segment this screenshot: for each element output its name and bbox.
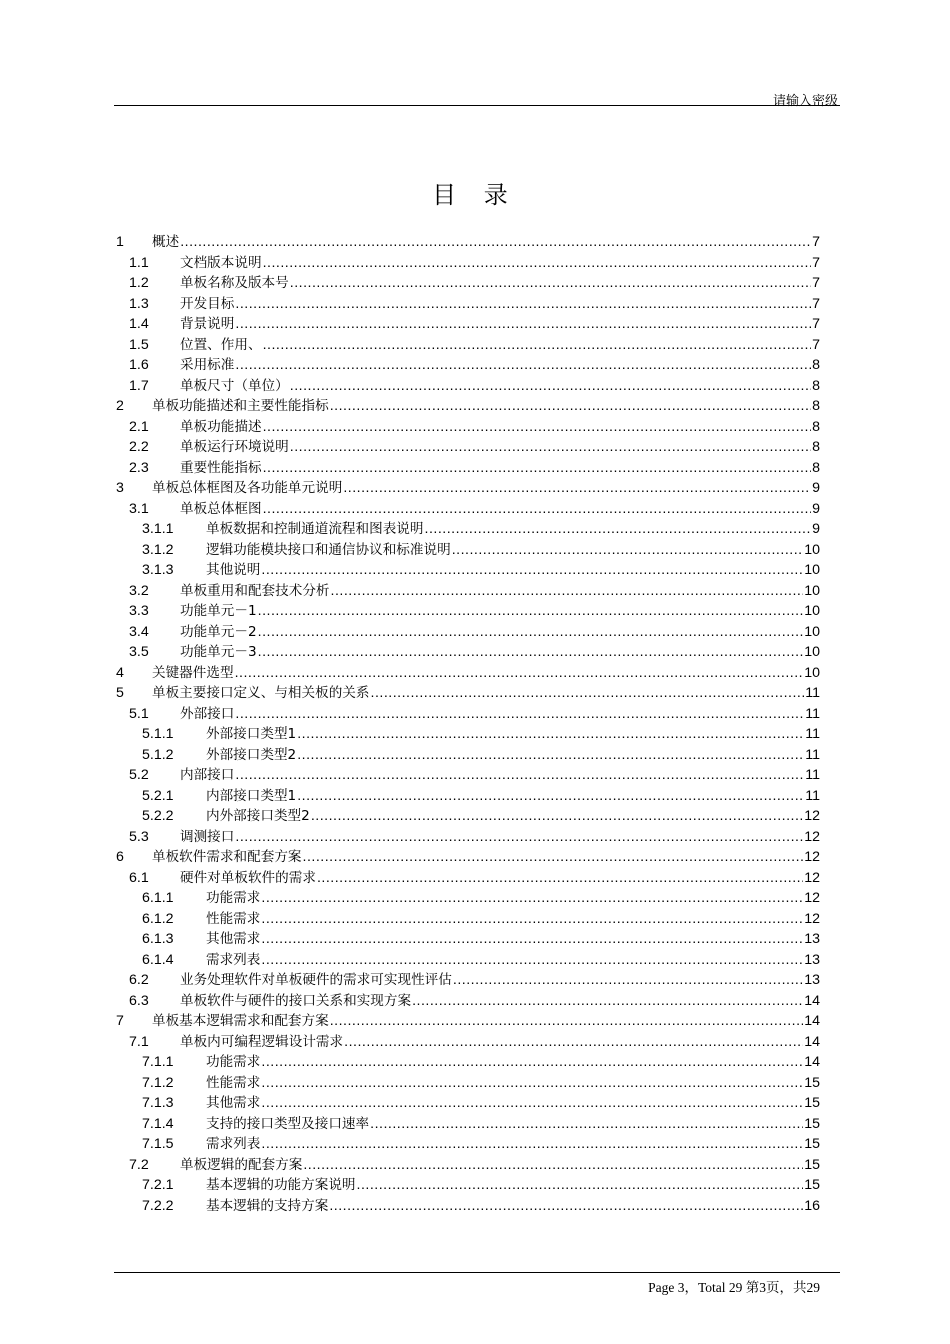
- toc-entry-title: 单板功能描述和主要性能指标: [152, 398, 329, 414]
- toc-entry-page: 15: [804, 1177, 820, 1193]
- toc-entry-page: 12: [804, 910, 820, 927]
- toc-entry[interactable]: [114, 540, 820, 561]
- toc-dot-leader: [235, 355, 811, 376]
- toc-dot-leader: [330, 1011, 804, 1032]
- toc-entry-title: 性能需求: [206, 1074, 261, 1091]
- toc-entry[interactable]: [114, 314, 820, 335]
- toc-entry-number: 1.7: [129, 377, 149, 394]
- toc-entry-title: 单板尺寸（单位）: [180, 377, 289, 394]
- toc-entry-number: 6.1.1: [142, 890, 174, 906]
- toc-entry[interactable]: [114, 806, 820, 827]
- toc-entry-title: 其他需求: [206, 931, 261, 947]
- toc-entry-page: 7: [812, 316, 820, 332]
- toc-entry-page: 10: [804, 582, 820, 599]
- toc-entry[interactable]: [114, 663, 820, 684]
- toc-entry-page: 9: [812, 480, 820, 496]
- toc-entry-title: 支持的接口类型及接口速率: [206, 1115, 370, 1132]
- toc-dot-leader: [263, 417, 812, 438]
- toc-entry-page: 10: [804, 644, 820, 660]
- toc-entry[interactable]: [114, 745, 820, 766]
- toc-entry-number: 2.3: [129, 459, 149, 476]
- table-of-contents: [114, 232, 820, 1216]
- toc-dot-leader: [258, 601, 804, 622]
- toc-entry-page: 8: [812, 398, 820, 414]
- toc-entry[interactable]: [114, 1052, 820, 1073]
- header-security-level: 请输入密级: [772, 94, 838, 109]
- toc-dot-leader: [180, 232, 811, 253]
- toc-entry[interactable]: [114, 868, 820, 889]
- toc-dot-leader: [371, 683, 805, 704]
- toc-dot-leader: [412, 991, 803, 1012]
- toc-entry-page: 8: [812, 357, 820, 373]
- toc-dot-leader: [235, 827, 803, 848]
- toc-entry-title: 单板总体框图及各功能单元说明: [152, 480, 343, 496]
- toc-dot-leader: [311, 806, 803, 827]
- toc-entry-page: 11: [805, 746, 820, 763]
- footer-page-info: Page 3，Total 29 第3页，共29: [648, 1280, 820, 1295]
- toc-entry-page: 11: [805, 685, 820, 701]
- toc-entry-page: 13: [804, 972, 820, 988]
- toc-entry-title: 单板功能描述: [180, 418, 262, 435]
- toc-entry[interactable]: [114, 376, 820, 397]
- header-divider: [114, 105, 840, 106]
- toc-entry[interactable]: [114, 622, 820, 643]
- toc-entry-title: 单板重用和配套技术分析: [180, 582, 330, 599]
- toc-entry-page: 15: [804, 1156, 820, 1173]
- toc-entry-title: 背景说明: [180, 316, 235, 332]
- toc-entry[interactable]: [114, 970, 820, 991]
- toc-entry-page: 8: [812, 439, 820, 455]
- toc-entry-number: 5: [116, 685, 124, 701]
- toc-entry-page: 11: [805, 767, 820, 783]
- toc-entry-page: 16: [804, 1197, 820, 1214]
- toc-dot-leader: [261, 1052, 803, 1073]
- toc-entry[interactable]: [114, 253, 820, 274]
- toc-dot-leader: [261, 950, 803, 971]
- toc-dot-leader: [297, 724, 804, 745]
- toc-entry-title: 单板总体框图: [180, 500, 262, 517]
- toc-dot-leader: [453, 970, 803, 991]
- toc-entry-page: 15: [804, 1074, 820, 1091]
- toc-entry-number: 1.6: [129, 357, 149, 373]
- toc-dot-leader: [263, 253, 812, 274]
- toc-entry-number: 6.3: [129, 992, 149, 1009]
- toc-entry-number: 1.2: [129, 275, 149, 291]
- toc-entry[interactable]: [114, 273, 820, 294]
- toc-entry-title: 基本逻辑的功能方案说明: [206, 1177, 356, 1193]
- toc-entry-title: 功能单元－3: [180, 644, 257, 660]
- toc-entry-page: 13: [804, 931, 820, 947]
- toc-entry-number: 5.2: [129, 767, 149, 783]
- toc-entry-title: 逻辑功能模块接口和通信协议和标准说明: [206, 541, 451, 558]
- toc-dot-leader: [303, 1155, 803, 1176]
- toc-entry[interactable]: [114, 581, 820, 602]
- toc-dot-leader: [263, 458, 812, 479]
- toc-entry-number: 6.2: [129, 972, 149, 988]
- toc-entry-page: 10: [804, 562, 820, 578]
- toc-entry-title: 单板逻辑的配套方案: [180, 1156, 303, 1173]
- toc-entry-number: 7.1.2: [142, 1074, 174, 1091]
- toc-entry-page: 10: [804, 541, 820, 558]
- toc-entry-page: 14: [804, 1054, 820, 1070]
- toc-entry[interactable]: [114, 929, 820, 950]
- toc-entry-number: 3.3: [129, 603, 149, 619]
- toc-entry-title: 概述: [152, 234, 180, 250]
- toc-dot-leader: [261, 909, 803, 930]
- toc-entry-number: 7.1: [129, 1033, 149, 1050]
- toc-entry-page: 11: [805, 726, 820, 742]
- toc-entry-title: 采用标准: [180, 357, 235, 373]
- toc-dot-leader: [344, 1032, 803, 1053]
- toc-entry-number: 1: [116, 234, 124, 250]
- toc-entry-number: 2.2: [129, 439, 149, 455]
- toc-entry[interactable]: [114, 786, 820, 807]
- toc-entry[interactable]: [114, 519, 820, 540]
- toc-entry-title: 内部接口: [180, 767, 235, 783]
- toc-entry-page: 9: [812, 521, 820, 537]
- toc-entry-title: 单板数据和控制通道流程和图表说明: [206, 521, 424, 537]
- toc-entry-title: 单板运行环境说明: [180, 439, 289, 455]
- toc-entry-title: 内外部接口类型2: [206, 808, 310, 824]
- toc-dot-leader: [297, 745, 804, 766]
- toc-entry[interactable]: [114, 847, 820, 868]
- toc-entry-title: 外部接口类型1: [206, 726, 297, 742]
- toc-entry-number: 4: [116, 664, 124, 681]
- toc-entry-page: 15: [804, 1115, 820, 1132]
- toc-entry-title: 重要性能指标: [180, 459, 262, 476]
- toc-entry[interactable]: [114, 765, 820, 786]
- toc-entry-title: 外部接口类型2: [206, 746, 297, 763]
- toc-entry-number: 5.1: [129, 705, 149, 722]
- toc-entry-number: 1.5: [129, 336, 149, 353]
- toc-entry-page: 7: [812, 336, 820, 353]
- toc-entry-page: 12: [804, 849, 820, 865]
- toc-entry-title: 单板主要接口定义、与相关板的关系: [152, 685, 370, 701]
- toc-entry-title: 性能需求: [206, 910, 261, 927]
- toc-dot-leader: [370, 1114, 803, 1135]
- toc-entry-title: 功能需求: [206, 890, 261, 906]
- toc-entry-page: 7: [812, 254, 820, 271]
- toc-entry-title: 需求列表: [206, 1136, 261, 1152]
- toc-entry-page: 7: [812, 295, 820, 312]
- toc-entry-number: 7.1.5: [142, 1136, 174, 1152]
- toc-dot-leader: [357, 1175, 804, 1196]
- toc-entry-number: 5.2.2: [142, 808, 174, 824]
- toc-dot-leader: [258, 642, 804, 663]
- toc-dot-leader: [261, 1093, 803, 1114]
- toc-entry[interactable]: [114, 683, 820, 704]
- toc-entry[interactable]: [114, 417, 820, 438]
- toc-entry[interactable]: [114, 1073, 820, 1094]
- toc-entry-title: 内部接口类型1: [206, 787, 297, 804]
- toc-entry[interactable]: [114, 294, 820, 315]
- toc-entry-page: 7: [812, 275, 820, 291]
- toc-entry[interactable]: [114, 1011, 820, 1032]
- toc-dot-leader: [261, 929, 803, 950]
- toc-entry-page: 8: [812, 459, 820, 476]
- toc-entry-page: 10: [804, 664, 820, 681]
- toc-entry-number: 7.2.1: [142, 1177, 174, 1193]
- toc-entry-number: 3.5: [129, 644, 149, 660]
- toc-entry[interactable]: [114, 232, 820, 253]
- toc-dot-leader: [263, 499, 812, 520]
- toc-entry-page: 14: [804, 1033, 820, 1050]
- toc-entry[interactable]: [114, 909, 820, 930]
- toc-entry-title: 其他需求: [206, 1095, 261, 1111]
- toc-entry-number: 7.2.2: [142, 1197, 174, 1214]
- toc-entry-title: 单板软件需求和配套方案: [152, 849, 302, 865]
- toc-dot-leader: [235, 704, 804, 725]
- toc-entry-page: 8: [812, 418, 820, 435]
- toc-entry-title: 单板软件与硬件的接口关系和实现方案: [180, 992, 412, 1009]
- toc-entry-title: 其他说明: [206, 562, 261, 578]
- toc-entry-page: 11: [805, 787, 820, 804]
- toc-entry-number: 6.1: [129, 869, 149, 886]
- toc-entry[interactable]: [114, 458, 820, 479]
- toc-entry-title: 位置、作用、: [180, 336, 262, 353]
- toc-entry-number: 7.1.1: [142, 1054, 174, 1070]
- toc-dot-leader: [263, 335, 812, 356]
- toc-entry[interactable]: [114, 499, 820, 520]
- toc-entry-title: 关键器件选型: [152, 664, 234, 681]
- toc-entry-number: 7: [116, 1013, 124, 1029]
- toc-entry-title: 业务处理软件对单板硬件的需求可实现性评估: [180, 972, 452, 988]
- toc-dot-leader: [261, 888, 803, 909]
- toc-entry-title: 调测接口: [180, 828, 235, 845]
- toc-dot-leader: [290, 376, 811, 397]
- toc-entry-page: 10: [804, 603, 820, 619]
- toc-entry[interactable]: [114, 1196, 820, 1217]
- toc-dot-leader: [343, 478, 811, 499]
- toc-entry-title: 功能需求: [206, 1054, 261, 1070]
- toc-entry-page: 13: [804, 951, 820, 968]
- toc-entry-number: 2: [116, 398, 124, 414]
- toc-entry[interactable]: [114, 1093, 820, 1114]
- toc-entry[interactable]: [114, 827, 820, 848]
- toc-dot-leader: [290, 437, 811, 458]
- toc-dot-leader: [290, 273, 811, 294]
- toc-entry-number: 7.2: [129, 1156, 149, 1173]
- toc-entry[interactable]: [114, 1155, 820, 1176]
- toc-entry-number: 6: [116, 849, 124, 865]
- toc-entry-number: 1.3: [129, 295, 149, 312]
- toc-dot-leader: [329, 1196, 803, 1217]
- toc-entry-number: 2.1: [129, 418, 149, 435]
- toc-entry-title: 外部接口: [180, 705, 235, 722]
- toc-entry[interactable]: [114, 1114, 820, 1135]
- toc-entry-page: 11: [805, 705, 820, 722]
- toc-entry-number: 3.2: [129, 582, 149, 599]
- toc-entry-page: 14: [804, 1013, 820, 1029]
- toc-entry-number: 5.3: [129, 828, 149, 845]
- toc-entry-number: 6.1.3: [142, 931, 174, 947]
- toc-entry-number: 5.2.1: [142, 787, 174, 804]
- toc-dot-leader: [258, 622, 804, 643]
- toc-entry[interactable]: [114, 724, 820, 745]
- toc-entry-number: 3.4: [129, 623, 149, 640]
- toc-entry[interactable]: [114, 704, 820, 725]
- toc-entry[interactable]: [114, 355, 820, 376]
- toc-entry-number: 3.1.2: [142, 541, 174, 558]
- toc-entry-number: 3: [116, 480, 124, 496]
- toc-dot-leader: [330, 396, 811, 417]
- toc-dot-leader: [425, 519, 812, 540]
- toc-entry-number: 5.1.1: [142, 726, 174, 742]
- toc-entry-page: 14: [804, 992, 820, 1009]
- toc-entry-title: 开发目标: [180, 295, 235, 312]
- toc-entry[interactable]: [114, 1032, 820, 1053]
- toc-entry-title: 文档版本说明: [180, 254, 262, 271]
- toc-entry[interactable]: [114, 642, 820, 663]
- toc-entry-page: 15: [804, 1095, 820, 1111]
- toc-entry-number: 3.1.1: [142, 521, 174, 537]
- toc-entry-title: 功能单元－2: [180, 623, 257, 640]
- toc-entry[interactable]: [114, 950, 820, 971]
- toc-dot-leader: [297, 786, 804, 807]
- toc-entry[interactable]: [114, 560, 820, 581]
- toc-entry-page: 12: [804, 869, 820, 886]
- toc-entry[interactable]: [114, 888, 820, 909]
- toc-dot-leader: [261, 1134, 803, 1155]
- toc-entry-number: 1.1: [129, 254, 149, 271]
- toc-entry-page: 12: [804, 828, 820, 845]
- toc-entry-page: 9: [812, 500, 820, 517]
- toc-entry-title: 功能单元－1: [180, 603, 257, 619]
- toc-dot-leader: [235, 314, 811, 335]
- toc-dot-leader: [261, 560, 803, 581]
- toc-entry-number: 7.1.3: [142, 1095, 174, 1111]
- toc-entry-number: 6.1.2: [142, 910, 174, 927]
- toc-dot-leader: [317, 868, 803, 889]
- toc-entry-number: 1.4: [129, 316, 149, 332]
- toc-entry[interactable]: [114, 437, 820, 458]
- toc-entry[interactable]: [114, 991, 820, 1012]
- toc-entry-title: 单板内可编程逻辑设计需求: [180, 1033, 344, 1050]
- toc-entry-title: 需求列表: [206, 951, 261, 968]
- toc-entry[interactable]: [114, 601, 820, 622]
- toc-dot-leader: [303, 847, 804, 868]
- toc-entry-number: 5.1.2: [142, 746, 174, 763]
- toc-entry-title: 单板名称及版本号: [180, 275, 289, 291]
- toc-entry-page: 7: [812, 234, 820, 250]
- toc-entry[interactable]: [114, 1134, 820, 1155]
- toc-entry[interactable]: [114, 396, 820, 417]
- toc-entry-page: 10: [804, 623, 820, 640]
- toc-dot-leader: [452, 540, 804, 561]
- toc-dot-leader: [331, 581, 804, 602]
- toc-entry-page: 15: [804, 1136, 820, 1152]
- toc-entry-number: 7.1.4: [142, 1115, 174, 1132]
- toc-entry-title: 硬件对单板软件的需求: [180, 869, 316, 886]
- toc-dot-leader: [235, 663, 804, 684]
- toc-entry-number: 6.1.4: [142, 951, 174, 968]
- toc-entry[interactable]: [114, 478, 820, 499]
- toc-entry-title: 单板基本逻辑需求和配套方案: [152, 1013, 329, 1029]
- toc-dot-leader: [235, 294, 811, 315]
- toc-entry-number: 3.1.3: [142, 562, 174, 578]
- toc-dot-leader: [235, 765, 804, 786]
- toc-entry[interactable]: [114, 335, 820, 356]
- toc-entry-page: 12: [804, 808, 820, 824]
- toc-entry-number: 3.1: [129, 500, 149, 517]
- toc-entry[interactable]: [114, 1175, 820, 1196]
- toc-entry-title: 基本逻辑的支持方案: [206, 1197, 329, 1214]
- toc-entry-page: 12: [804, 890, 820, 906]
- toc-entry-page: 8: [812, 377, 820, 394]
- footer-divider: [114, 1272, 840, 1273]
- toc-dot-leader: [261, 1073, 803, 1094]
- page-title: 目 录: [432, 181, 518, 209]
